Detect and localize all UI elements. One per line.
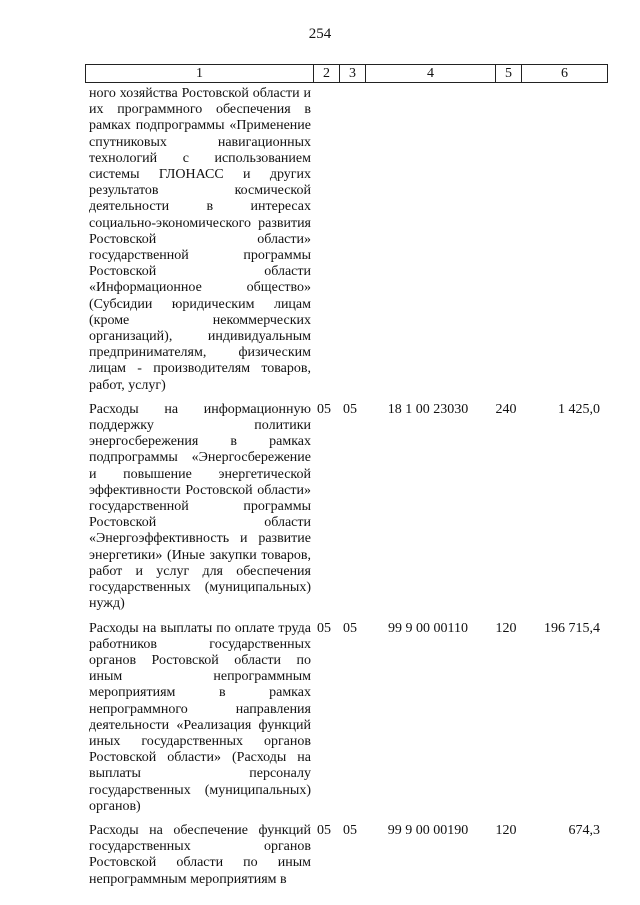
- header-col-4: 4: [366, 65, 496, 82]
- row-csr: [363, 86, 493, 394]
- row-pr: 05: [343, 401, 357, 417]
- row-sum: 674,3: [568, 822, 600, 838]
- table-header: [85, 64, 608, 83]
- table-row: [85, 823, 606, 888]
- row-description: ного хозяйства Ростовской области и их программного обеспечения в рамках подпрограммы «Применение спутниковых навигационных технологий с использованием системы ГЛОНАСС и других результатов космической деятельности в интересах социально-экономического развития Ростовской области» государственной программы Ростовской области «Информационное общество» (Субсидии юридическим лицам (кроме некоммерческих организаций), индивидуальным предпринимателям, физическим лицам - производителям товаров, работ, услуг): [89, 86, 311, 393]
- row-rz: [311, 86, 337, 394]
- row-description: Расходы на обеспечение функций государственных органов Ростовской области по иным непрограммным мероприятиям в: [89, 822, 311, 887]
- page-number: 254: [308, 26, 332, 42]
- header-col-5: 5: [496, 65, 522, 82]
- row-description: Расходы на информационную поддержку политики энергосбережения в рамках подпрограммы «Энергосбережение и повышение энергетической эффективности Ростовской области» государственной программы Ростовской области «Энергоэффективность и развитие энергетики» (Иные закупки товаров, работ и услуг для обеспечения государственных (муниципальных) нужд): [89, 401, 311, 612]
- header-col-1: 1: [86, 65, 314, 82]
- row-sum: [519, 86, 604, 394]
- row-pr: 05: [343, 620, 357, 636]
- row-vr: [493, 86, 519, 394]
- row-csr: 99 9 00 00110: [388, 620, 468, 636]
- row-rz: 05: [317, 401, 331, 417]
- row-rz: 05: [317, 822, 331, 838]
- header-col-3: 3: [340, 65, 366, 82]
- row-csr: 18 1 00 23030: [387, 401, 469, 417]
- row-vr: 120: [495, 620, 517, 636]
- header-col-6: 6: [561, 65, 568, 81]
- table-body: [85, 86, 606, 896]
- header-col-2: 2: [314, 65, 340, 82]
- row-pr: [337, 86, 363, 394]
- table-row: [85, 621, 606, 815]
- row-description: Расходы на выплаты по оплате труда работников государственных органов Ростовской области по иным непрограммным мероприятиям в рамках непрограммного направления деятельности «Реализация функций иных государственных органов Ростовской области» (Расходы на выплаты персоналу государственных (муниципальных) органов): [89, 620, 311, 814]
- row-pr: 05: [343, 822, 357, 838]
- row-vr: 240: [495, 401, 517, 417]
- row-sum: 196 715,4: [544, 620, 600, 636]
- table-row: [85, 402, 606, 613]
- table-row: [85, 86, 606, 394]
- row-vr: 120: [495, 822, 517, 838]
- row-sum: 1 425,0: [558, 401, 600, 417]
- row-rz: 05: [317, 620, 331, 636]
- row-csr: 99 9 00 00190: [387, 822, 469, 838]
